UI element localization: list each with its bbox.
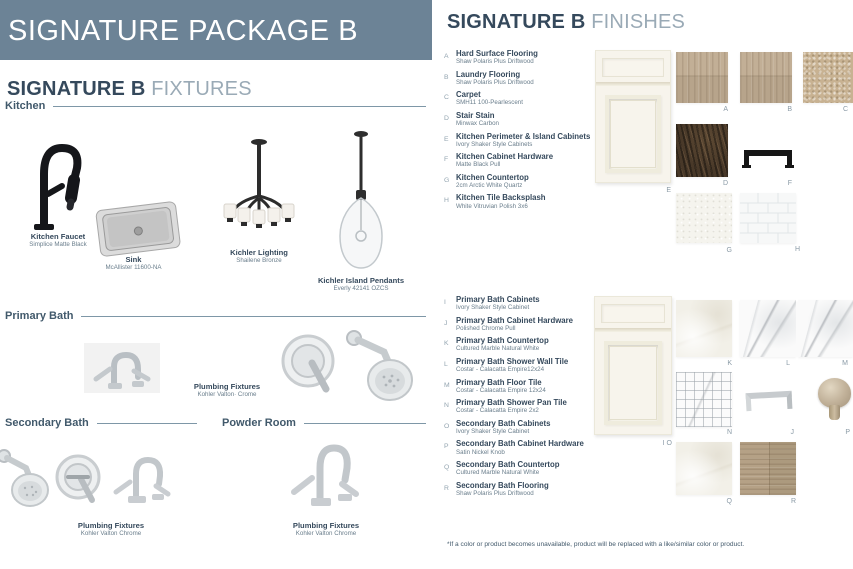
shower-valve-icon xyxy=(52,452,106,510)
section-primary-bath-rule xyxy=(81,316,426,317)
swatch-kitchen-countertop xyxy=(676,193,732,243)
section-kitchen-rule xyxy=(53,106,426,107)
section-powder-room xyxy=(222,417,426,429)
finish-title: Primary Bath Countertop xyxy=(456,336,549,346)
finish-detail: Shaw Polaris Plus Driftwood xyxy=(456,58,534,66)
kitchen-sink-caption xyxy=(86,255,181,272)
finish-item-f xyxy=(444,152,594,169)
primary-shower-head-image xyxy=(340,328,418,409)
swatch-label-g: G xyxy=(726,247,732,254)
swatch-label-d: D xyxy=(722,180,728,187)
finishes-heading xyxy=(447,11,685,34)
lav-faucet-icon xyxy=(84,343,160,393)
kitchen-faucet-detail: Simplice Matte Black xyxy=(29,241,87,249)
secondary-lav-faucet-image xyxy=(106,450,172,513)
finish-detail: Cultured Marble Natural White xyxy=(456,469,540,477)
finish-item-q xyxy=(444,460,594,477)
door-panel-field xyxy=(610,100,656,168)
finish-detail: Shaw Polaris Plus Driftwood xyxy=(456,78,534,86)
door-divider xyxy=(596,82,670,86)
secondary-plumbing-detail: Kohler Valton Chrome xyxy=(80,530,142,538)
door-divider xyxy=(595,328,671,332)
island-pendant-caption xyxy=(298,276,424,293)
finish-title: Hard Surface Flooring xyxy=(456,49,538,58)
kitchen-faucet-image xyxy=(14,136,92,237)
swatch-label-n: N xyxy=(726,429,732,436)
finish-item-i xyxy=(444,295,594,312)
finish-title: Laundry Flooring xyxy=(456,69,521,79)
kitchen-sink-name: Sink xyxy=(125,255,142,264)
section-secondary-bath-label: Secondary Bath xyxy=(5,417,89,429)
finish-item-n xyxy=(444,398,594,415)
finish-letter: F xyxy=(444,156,449,164)
finish-item-h xyxy=(444,193,594,210)
finish-letter: I xyxy=(444,299,446,306)
finish-detail: Shaw Polaris Plus Driftwood xyxy=(456,489,534,497)
primary-plumbing-caption xyxy=(184,382,270,399)
swatch-secondary-countertop xyxy=(676,442,732,495)
swatch-stair-stain xyxy=(676,124,728,177)
finish-title: Secondary Bath Countertop xyxy=(456,460,560,469)
finishes-list-kitchen xyxy=(444,49,594,214)
finish-item-c xyxy=(444,90,594,107)
powder-plumbing-name: Plumbing Fixtures xyxy=(292,521,360,530)
finish-letter: D xyxy=(444,114,449,122)
swatch-label-m: M xyxy=(842,360,848,367)
header-band xyxy=(0,0,432,60)
finish-detail: Polished Chrome Pull xyxy=(456,324,516,332)
section-primary-bath xyxy=(5,310,426,322)
shower-head-icon xyxy=(340,328,418,404)
swatch-hard-surface-flooring xyxy=(676,52,728,103)
swatch-label-a: A xyxy=(723,106,728,113)
island-pendant-name: Kichler Island Pendants xyxy=(317,276,405,285)
finish-item-g xyxy=(444,173,594,190)
swatch-laundry-flooring xyxy=(740,52,792,103)
finishes-heading-secondary: FINISHES xyxy=(585,11,686,33)
swatch-nickel-knob xyxy=(818,378,851,408)
island-pendant-image xyxy=(336,130,386,279)
finish-letter: G xyxy=(444,176,450,184)
swatch-label-h: H xyxy=(794,246,800,253)
finish-detail: White Vitruvian Polish 3x6 xyxy=(456,202,528,210)
section-kitchen-label: Kitchen xyxy=(5,100,46,112)
finish-title: Kitchen Perimeter & Island Cabinets xyxy=(456,131,591,141)
primary-plumbing-detail: Kohler Valton· Crome xyxy=(197,391,257,399)
kichler-lighting-caption xyxy=(206,248,312,265)
finish-detail: Matte Black Pull xyxy=(456,161,501,169)
finish-letter: C xyxy=(444,94,449,102)
finish-item-k xyxy=(444,336,594,353)
finish-letter: L xyxy=(444,360,448,368)
island-pendant-detail: Everly 42141 OZCS xyxy=(333,285,389,293)
finish-letter: R xyxy=(444,484,449,492)
door-panel-field xyxy=(609,346,657,420)
secondary-shower-head-image xyxy=(0,448,54,515)
swatch-floor-tile xyxy=(798,300,853,357)
section-kitchen xyxy=(5,100,426,112)
secondary-shower-valve-image xyxy=(52,452,106,515)
kitchen-sink-image xyxy=(94,198,182,263)
swatch-label-f: F xyxy=(787,180,792,187)
finish-letter: M xyxy=(444,381,450,389)
swatch-shower-wall-tile xyxy=(740,300,796,357)
door-panel xyxy=(605,95,661,173)
finish-item-m xyxy=(444,378,594,395)
fixtures-heading-primary: SIGNATURE B xyxy=(7,78,146,100)
shower-valve-icon xyxy=(278,333,342,403)
swatch-label-q: Q xyxy=(726,498,732,505)
page-title: SIGNATURE PACKAGE B xyxy=(8,15,359,47)
finish-detail: Costar - Calacatta Empire 2x2 xyxy=(456,407,539,415)
swatch-secondary-flooring xyxy=(740,442,796,495)
section-secondary-bath-rule xyxy=(97,423,197,424)
finish-title: Carpet xyxy=(456,90,481,100)
finish-item-o xyxy=(444,419,594,436)
lav-faucet-icon xyxy=(106,450,172,508)
swatch-matte-black-pull xyxy=(744,150,792,167)
kitchen-faucet-name: Kitchen Faucet xyxy=(30,232,86,241)
finish-detail: Costar - Calacatta Empire 12x24 xyxy=(456,386,546,394)
finish-detail: Costar - Calacatta Empire12x24 xyxy=(456,366,545,374)
fixtures-heading-secondary: FIXTURES xyxy=(145,78,252,100)
finish-detail: Cultured Marble Natural White xyxy=(456,345,540,353)
finish-detail: Ivory Shaker Style Cabinet xyxy=(456,304,530,312)
pendant-icon xyxy=(336,130,386,274)
finish-detail: SMH11 100-Pearlescent xyxy=(456,99,523,107)
finish-title: Secondary Bath Flooring xyxy=(456,480,549,490)
finish-title: Primary Bath Cabinet Hardware xyxy=(456,315,573,325)
swatch-carpet xyxy=(803,52,853,103)
swatch-label-b: B xyxy=(787,106,792,113)
secondary-plumbing-caption xyxy=(56,521,166,538)
kitchen-faucet-caption xyxy=(8,232,108,249)
finish-letter: K xyxy=(444,340,449,348)
finish-title: Primary Bath Shower Pan Tile xyxy=(456,398,567,408)
swatch-label-io: I O xyxy=(662,440,672,447)
swatch-chrome-pull xyxy=(746,391,793,411)
kitchen-sink-icon xyxy=(94,198,182,258)
finish-item-p xyxy=(444,439,594,456)
swatch-label-c: C xyxy=(842,106,848,113)
primary-lav-faucet-image xyxy=(84,343,160,393)
section-secondary-bath xyxy=(5,417,197,429)
shower-head-icon xyxy=(0,448,54,510)
finish-letter: Q xyxy=(444,464,450,471)
kichler-lighting-image xyxy=(222,138,296,251)
lav-faucet-icon xyxy=(284,440,360,512)
primary-shower-valve-image xyxy=(278,333,342,408)
section-powder-room-rule xyxy=(304,423,426,424)
swatch-primary-countertop xyxy=(676,300,732,357)
finish-item-e xyxy=(444,132,594,149)
swatch-label-e: E xyxy=(666,187,671,194)
finish-detail: Ivory Shaker Style Cabinets xyxy=(456,140,533,148)
kichler-lighting-detail: Shailene Bronze xyxy=(236,257,282,265)
powder-lav-faucet-image xyxy=(284,440,360,517)
powder-plumbing-caption xyxy=(280,521,372,538)
swatch-label-r: R xyxy=(790,498,796,505)
finish-title: Primary Bath Shower Wall Tile xyxy=(456,356,569,366)
finish-title: Primary Bath Cabinets xyxy=(456,295,540,304)
finish-item-l xyxy=(444,357,594,374)
door-drawer-front xyxy=(602,58,664,77)
swatch-shower-pan-tile xyxy=(676,372,732,427)
fixtures-heading xyxy=(7,78,252,101)
kitchen-faucet-icon xyxy=(14,136,92,232)
finishes-list-baths xyxy=(444,295,594,501)
finish-detail: 2cm Arctic White Quartz xyxy=(456,181,523,189)
finish-letter: H xyxy=(444,197,449,205)
finishes-heading-primary: SIGNATURE B xyxy=(447,11,586,33)
door-drawer-front xyxy=(601,304,665,323)
finish-item-r xyxy=(444,481,594,498)
subway-tile-pattern xyxy=(740,193,796,243)
finish-letter: A xyxy=(444,53,449,60)
secondary-plumbing-name: Plumbing Fixtures xyxy=(77,521,145,530)
finish-item-a xyxy=(444,49,594,66)
finish-item-j xyxy=(444,316,594,333)
finish-letter: E xyxy=(444,135,449,143)
swatch-tile-backsplash xyxy=(740,193,796,243)
primary-plumbing-name: Plumbing Fixtures xyxy=(193,382,261,391)
finish-title: Kitchen Tile Backsplash xyxy=(456,193,546,203)
finish-detail: Minwax Carbon xyxy=(456,120,499,128)
finish-letter: B xyxy=(444,73,449,81)
powder-plumbing-detail: Kohler Valton Chrome xyxy=(295,530,357,538)
finish-letter: P xyxy=(444,443,449,451)
kichler-lighting-name: Kichler Lighting xyxy=(230,248,288,257)
chandelier-icon xyxy=(222,138,296,246)
swatch-cabinet-door-bath xyxy=(594,296,672,435)
finish-item-b xyxy=(444,70,594,87)
finish-title: Primary Bath Floor Tile xyxy=(456,377,542,387)
finish-item-d xyxy=(444,111,594,128)
finish-title: Kitchen Countertop xyxy=(456,172,529,182)
finish-letter: N xyxy=(444,402,449,410)
swatch-cabinet-door-kitchen xyxy=(595,50,671,183)
swatch-label-p: P xyxy=(845,429,850,436)
finish-title: Kitchen Cabinet Hardware xyxy=(456,152,554,162)
finish-detail: Ivory Shaker Style Cabinet xyxy=(456,427,530,435)
swatch-label-j: J xyxy=(790,429,794,436)
section-primary-bath-label: Primary Bath xyxy=(5,310,74,322)
door-panel xyxy=(604,341,662,425)
section-powder-room-label: Powder Room xyxy=(222,417,296,429)
finish-title: Stair Stain xyxy=(456,110,495,120)
kitchen-sink-detail: McAllister 11600-NA xyxy=(105,264,162,272)
finish-title: Secondary Bath Cabinet Hardware xyxy=(456,439,584,449)
finish-title: Secondary Bath Cabinets xyxy=(456,418,551,428)
swatch-label-k: K xyxy=(727,360,732,367)
finish-letter: J xyxy=(444,319,448,327)
swatch-label-l: L xyxy=(786,360,790,367)
finish-letter: O xyxy=(444,422,450,430)
footnote: *If a color or product becomes unavailable, product will be replaced with a like/similar color or product. xyxy=(447,541,745,548)
finish-detail: Satin Nickel Knob xyxy=(456,448,505,456)
